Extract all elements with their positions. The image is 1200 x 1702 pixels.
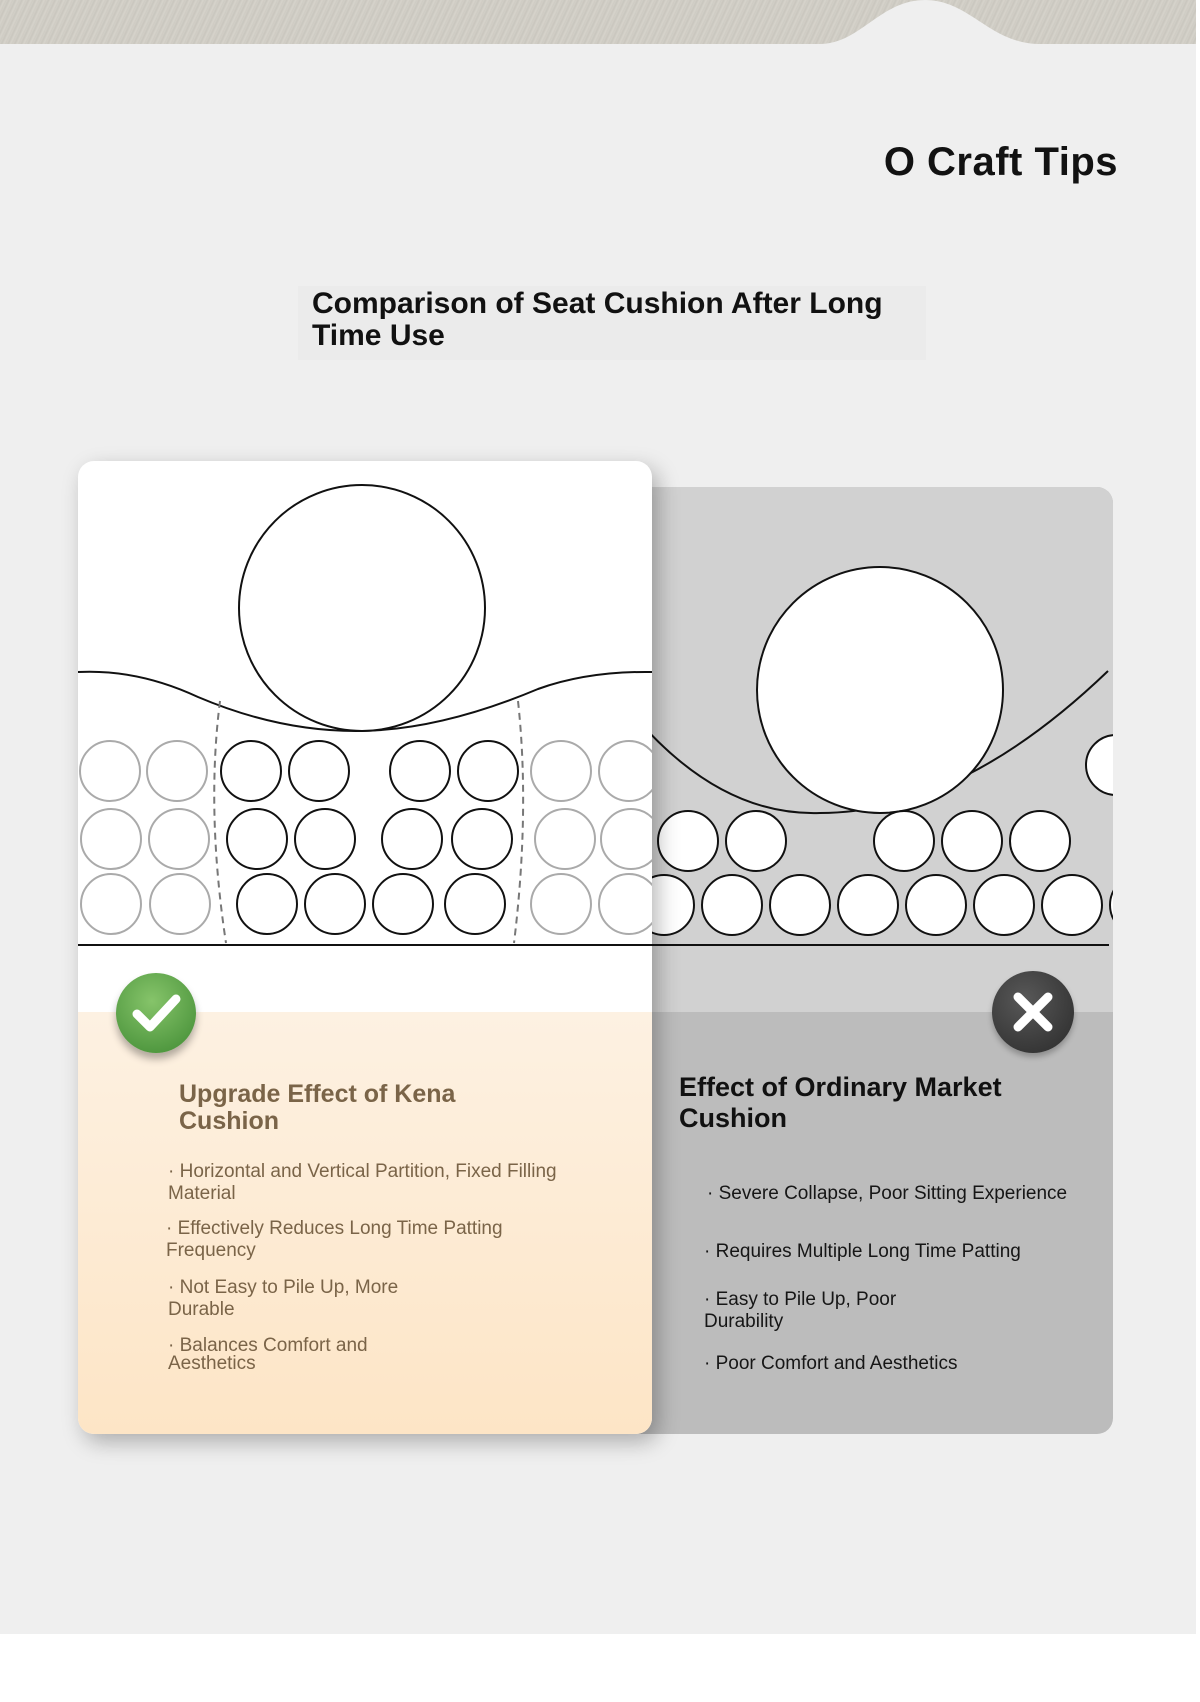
partition-right-dashed [514, 701, 523, 943]
kena-cushion-illustration [78, 461, 652, 1021]
ordinary-point-2: · Requires Multiple Long Time Patting [704, 1241, 1021, 1262]
ordinary-point-1: · Severe Collapse, Poor Sitting Experience [707, 1183, 1068, 1204]
cross-icon [992, 971, 1074, 1053]
ordinary-cushion-card [600, 487, 1113, 1434]
sitter-circle [239, 485, 485, 731]
kena-point-4: · Balances Comfort and Aesthetics [168, 1335, 368, 1374]
sitter-circle [757, 567, 1003, 813]
ordinary-point-4: · Poor Comfort and Aesthetics [704, 1353, 958, 1374]
ordinary-card-heading: Effect of Ordinary Market Cushion [679, 1072, 1002, 1133]
kena-card-heading: Upgrade Effect of Kena Cushion [179, 1080, 456, 1135]
kena-point-2: · Effectively Reduces Long Time Patting Frequency [166, 1218, 503, 1261]
page-title: Comparison of Seat Cushion After Long Time Use [298, 286, 926, 360]
brand-title: O Craft Tips [883, 140, 1118, 184]
cross-badge [992, 971, 1074, 1053]
partition-left-dashed [214, 701, 226, 943]
ordinary-cushion-illustration [600, 487, 1113, 1017]
check-icon [116, 973, 196, 1053]
kena-point-3: · Not Easy to Pile Up, More Durable [168, 1277, 399, 1320]
ordinary-point-3: · Easy to Pile Up, Poor Durability [704, 1289, 897, 1332]
check-badge [116, 973, 196, 1053]
kena-point-1: · Horizontal and Vertical Partition, Fixed Filling Material [168, 1161, 557, 1204]
kena-cushion-card [78, 461, 652, 1434]
side-filling-balls [80, 741, 652, 934]
header-wave-decoration [0, 0, 1196, 60]
center-filling-balls [221, 741, 518, 934]
